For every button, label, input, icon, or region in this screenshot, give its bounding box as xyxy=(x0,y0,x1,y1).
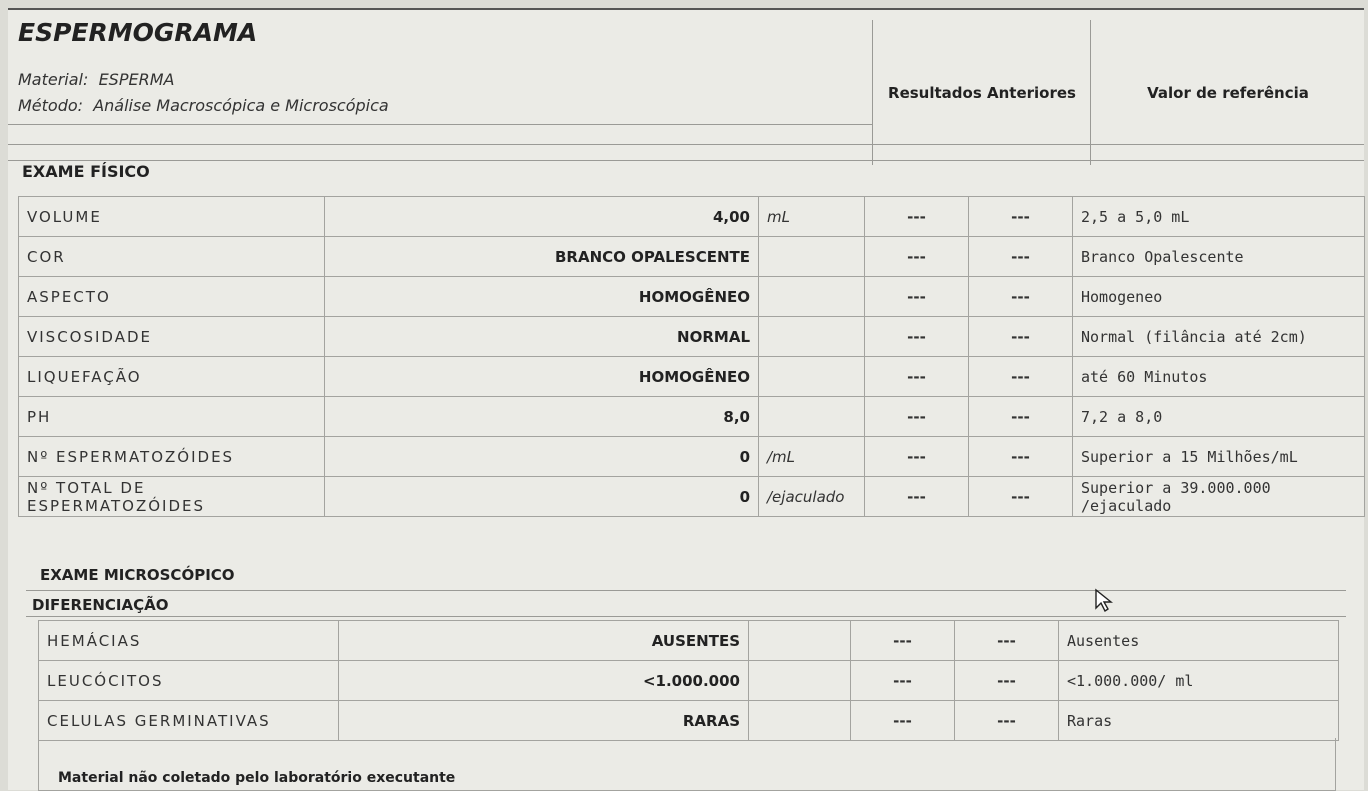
material-label: Material: xyxy=(18,70,89,89)
microscopic-table xyxy=(38,620,1339,741)
row-unit xyxy=(749,661,851,701)
row-unit: mL xyxy=(759,197,865,237)
previous-result-1: --- xyxy=(865,317,969,357)
previous-result-2: --- xyxy=(969,197,1073,237)
previous-result-2: --- xyxy=(969,437,1073,477)
table-row xyxy=(19,237,1365,277)
reference-value: Homogeneo xyxy=(1073,277,1365,317)
row-value: RARAS xyxy=(339,701,749,741)
mouse-cursor-icon xyxy=(1094,588,1114,614)
previous-result-2: --- xyxy=(969,237,1073,277)
physical-section-title: EXAME FÍSICO xyxy=(22,162,150,181)
row-value: 4,00 xyxy=(325,197,759,237)
report-title: ESPERMOGRAMA xyxy=(18,18,258,47)
previous-result-1: --- xyxy=(865,397,969,437)
table-row xyxy=(19,197,1365,237)
reference-header: Valor de referência xyxy=(1090,20,1365,165)
reference-value: Ausentes xyxy=(1059,621,1339,661)
table-row xyxy=(39,701,1339,741)
row-label: COR xyxy=(19,237,325,277)
table-row xyxy=(19,317,1365,357)
row-value: 0 xyxy=(325,477,759,517)
divider xyxy=(8,124,872,125)
row-unit: /ejaculado xyxy=(759,477,865,517)
row-label: LIQUEFAÇÃO xyxy=(19,357,325,397)
method-label: Método: xyxy=(18,96,84,115)
method-value: Análise Macroscópica e Microscópica xyxy=(93,96,389,115)
table-row xyxy=(19,397,1365,437)
previous-result-2: --- xyxy=(955,701,1059,741)
reference-value: Superior a 15 Milhões/mL xyxy=(1073,437,1365,477)
row-value: BRANCO OPALESCENTE xyxy=(325,237,759,277)
microscopic-section-title: EXAME MICROSCÓPICO xyxy=(40,566,235,584)
previous-result-1: --- xyxy=(851,661,955,701)
row-value: <1.000.000 xyxy=(339,661,749,701)
previous-result-2: --- xyxy=(969,317,1073,357)
reference-value: Raras xyxy=(1059,701,1339,741)
previous-result-1: --- xyxy=(851,621,955,661)
row-unit xyxy=(759,237,865,277)
row-label: Nº TOTAL DE ESPERMATOZÓIDES xyxy=(19,477,325,517)
table-row xyxy=(39,661,1339,701)
reference-value: Superior a 39.000.000 /ejaculado xyxy=(1073,477,1365,517)
material-value: ESPERMA xyxy=(98,70,175,89)
row-label: ASPECTO xyxy=(19,277,325,317)
report-sheet xyxy=(8,8,1364,790)
row-unit xyxy=(759,397,865,437)
previous-result-2: --- xyxy=(969,477,1073,517)
reference-value: Branco Opalescente xyxy=(1073,237,1365,277)
differentiation-title: DIFERENCIAÇÃO xyxy=(32,596,169,614)
row-label: Nº ESPERMATOZÓIDES xyxy=(19,437,325,477)
footer-note: Material não coletado pelo laboratório executante xyxy=(58,770,456,786)
previous-result-1: --- xyxy=(865,197,969,237)
row-value: AUSENTES xyxy=(339,621,749,661)
row-label: PH xyxy=(19,397,325,437)
reference-value: 7,2 a 8,0 xyxy=(1073,397,1365,437)
row-label: HEMÁCIAS xyxy=(39,621,339,661)
previous-result-2: --- xyxy=(969,357,1073,397)
previous-result-1: --- xyxy=(851,701,955,741)
row-label: VISCOSIDADE xyxy=(19,317,325,357)
row-unit xyxy=(749,701,851,741)
material-line xyxy=(18,70,174,89)
row-label: LEUCÓCITOS xyxy=(39,661,339,701)
physical-table xyxy=(18,196,1365,517)
previous-result-2: --- xyxy=(969,277,1073,317)
table-row xyxy=(19,477,1365,517)
previous-result-1: --- xyxy=(865,277,969,317)
previous-result-1: --- xyxy=(865,437,969,477)
method-line xyxy=(18,96,389,115)
table-row xyxy=(39,621,1339,661)
row-value: NORMAL xyxy=(325,317,759,357)
divider xyxy=(8,160,1364,161)
previous-results-header: Resultados Anteriores xyxy=(872,20,1091,165)
row-value: 8,0 xyxy=(325,397,759,437)
divider xyxy=(26,590,1346,591)
previous-result-2: --- xyxy=(969,397,1073,437)
table-row xyxy=(19,437,1365,477)
reference-value: 2,5 a 5,0 mL xyxy=(1073,197,1365,237)
row-unit xyxy=(759,317,865,357)
row-label: CELULAS GERMINATIVAS xyxy=(39,701,339,741)
table-row xyxy=(19,357,1365,397)
row-unit: /mL xyxy=(759,437,865,477)
row-value: HOMOGÊNEO xyxy=(325,277,759,317)
row-value: 0 xyxy=(325,437,759,477)
previous-result-2: --- xyxy=(955,661,1059,701)
reference-value: Normal (filância até 2cm) xyxy=(1073,317,1365,357)
reference-value: até 60 Minutos xyxy=(1073,357,1365,397)
previous-result-2: --- xyxy=(955,621,1059,661)
row-unit xyxy=(749,621,851,661)
previous-result-1: --- xyxy=(865,357,969,397)
previous-result-1: --- xyxy=(865,477,969,517)
row-unit xyxy=(759,277,865,317)
divider xyxy=(26,616,1346,617)
divider xyxy=(8,144,1364,145)
table-row xyxy=(19,277,1365,317)
reference-value: <1.000.000/ ml xyxy=(1059,661,1339,701)
row-value: HOMOGÊNEO xyxy=(325,357,759,397)
previous-result-1: --- xyxy=(865,237,969,277)
row-unit xyxy=(759,357,865,397)
row-label: VOLUME xyxy=(19,197,325,237)
